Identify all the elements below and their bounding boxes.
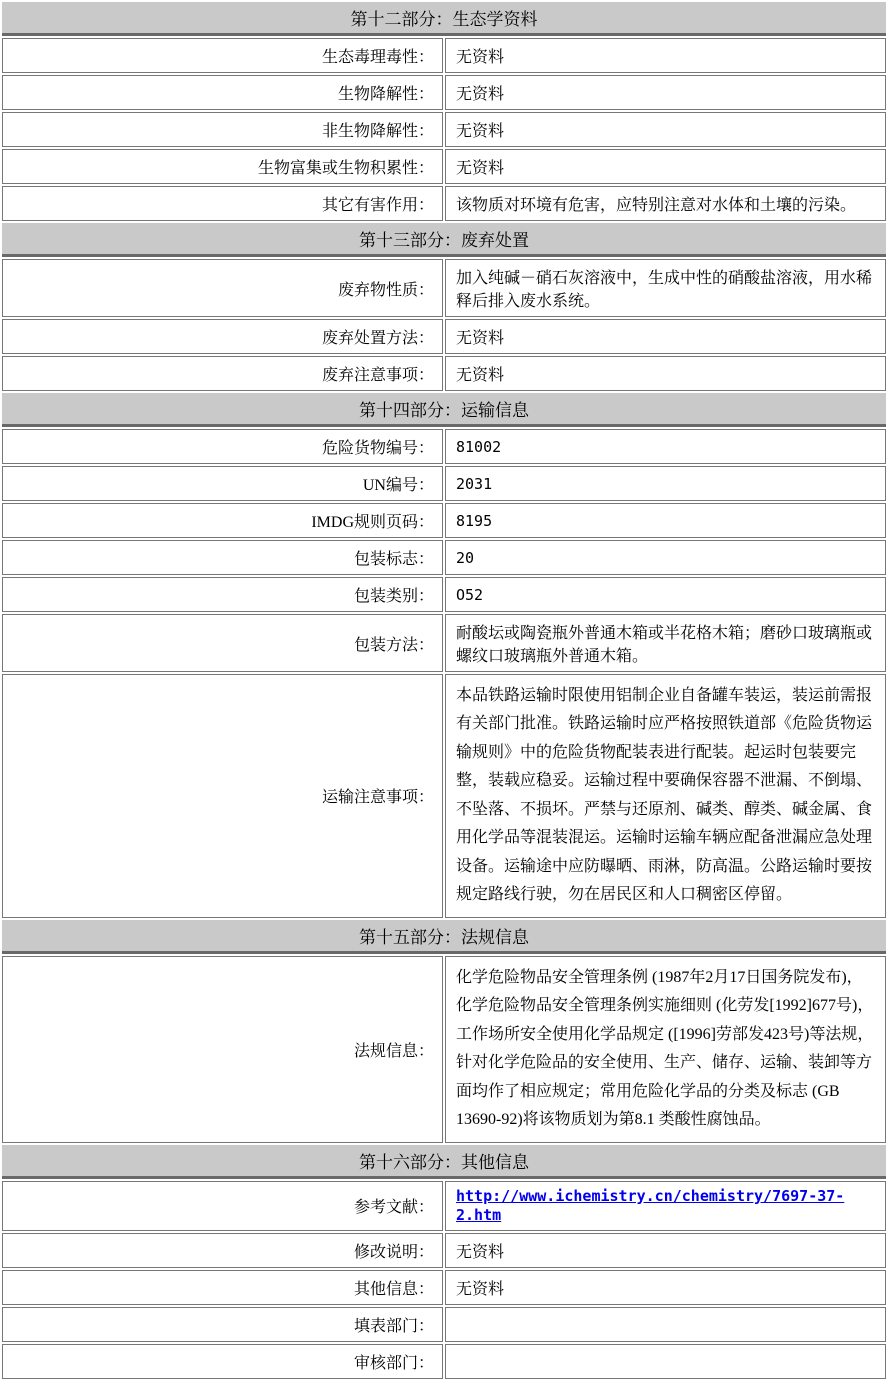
table-row bbox=[2, 112, 886, 147]
field-label: 其他信息： bbox=[2, 1270, 443, 1305]
table-row bbox=[2, 75, 886, 110]
table-row bbox=[2, 1344, 886, 1379]
section-header: 第十四部分：运输信息 bbox=[2, 393, 886, 427]
table-row bbox=[2, 674, 886, 918]
field-label: 废弃处置方法： bbox=[2, 319, 443, 354]
section-header: 第十三部分：废弃处置 bbox=[2, 223, 886, 257]
field-value bbox=[445, 1307, 886, 1342]
table-row bbox=[2, 614, 886, 672]
field-label: 填表部门： bbox=[2, 1307, 443, 1342]
field-label: 包装类别： bbox=[2, 577, 443, 612]
table-row bbox=[2, 149, 886, 184]
section-row bbox=[2, 223, 886, 257]
table-row bbox=[2, 1307, 886, 1342]
field-value: 无资料 bbox=[445, 38, 886, 73]
field-label: UN编号： bbox=[2, 466, 443, 501]
field-label: 废弃注意事项： bbox=[2, 356, 443, 391]
field-label: 非生物降解性： bbox=[2, 112, 443, 147]
table-row bbox=[2, 356, 886, 391]
section-row bbox=[2, 920, 886, 954]
field-value bbox=[445, 1344, 886, 1379]
field-label: 参考文献： bbox=[2, 1181, 443, 1231]
field-label: IMDG规则页码： bbox=[2, 503, 443, 538]
section-row bbox=[2, 2, 886, 36]
field-value bbox=[445, 1181, 886, 1231]
table-row bbox=[2, 503, 886, 538]
table-row bbox=[2, 186, 886, 221]
field-value: 无资料 bbox=[445, 356, 886, 391]
table-row bbox=[2, 259, 886, 317]
table-row bbox=[2, 1233, 886, 1268]
field-value: 20 bbox=[445, 540, 886, 575]
table-row bbox=[2, 429, 886, 464]
field-label: 生物降解性： bbox=[2, 75, 443, 110]
field-value: 耐酸坛或陶瓷瓶外普通木箱或半花格木箱；磨砂口玻璃瓶或螺纹口玻璃瓶外普通木箱。 bbox=[445, 614, 886, 672]
field-value: O52 bbox=[445, 577, 886, 612]
section-row bbox=[2, 393, 886, 427]
field-label: 运输注意事项： bbox=[2, 674, 443, 918]
field-label: 法规信息： bbox=[2, 956, 443, 1143]
field-label: 包装方法： bbox=[2, 614, 443, 672]
field-label: 生物富集或生物积累性： bbox=[2, 149, 443, 184]
table-row bbox=[2, 1270, 886, 1305]
table-row bbox=[2, 466, 886, 501]
table-row bbox=[2, 319, 886, 354]
field-value: 无资料 bbox=[445, 1233, 886, 1268]
field-value: 本品铁路运输时限使用铝制企业自备罐车装运，装运前需报有关部门批准。铁路运输时应严格按照铁道部《危险货物运输规则》中的危险货物配装表进行配装。起运时包装要完整，装载应稳妥。运输过程中要确保容器不泄漏、不倒塌、不坠落、不损坏。严禁与还原剂、碱类、醇类、碱金属、食用化学品等混装混运。运输时运输车辆应配备泄漏应急处理设备。运输途中应防曝晒、雨淋，防高温。公路运输时要按规定路线行驶，勿在居民区和人口稠密区停留。 bbox=[445, 674, 886, 918]
section-header: 第十二部分：生态学资料 bbox=[2, 2, 886, 36]
field-value: 无资料 bbox=[445, 75, 886, 110]
field-label: 包装标志： bbox=[2, 540, 443, 575]
field-value: 加入纯碱－硝石灰溶液中，生成中性的硝酸盐溶液，用水稀释后排入废水系统。 bbox=[445, 259, 886, 317]
field-value: 化学危险物品安全管理条例 (1987年2月17日国务院发布)，化学危险物品安全管理条例实施细则 (化劳发[1992]677号)，工作场所安全使用化学品规定 ([1996]劳部发423号)等法规，针对化学危险品的安全使用、生产、储存、运输、装卸等方面均作了相应规定；常用危险化学品的分类及标志 (GB 13690-92)将该物质划为第8.1 类酸性腐蚀品。 bbox=[445, 956, 886, 1143]
section-row bbox=[2, 1145, 886, 1179]
table-row bbox=[2, 956, 886, 1143]
field-label: 修改说明： bbox=[2, 1233, 443, 1268]
field-value: 8195 bbox=[445, 503, 886, 538]
section-header: 第十五部分：法规信息 bbox=[2, 920, 886, 954]
field-label: 危险货物编号： bbox=[2, 429, 443, 464]
field-label: 生态毒理毒性： bbox=[2, 38, 443, 73]
field-label: 废弃物性质： bbox=[2, 259, 443, 317]
section-header: 第十六部分：其他信息 bbox=[2, 1145, 886, 1179]
table-row bbox=[2, 540, 886, 575]
field-value: 2031 bbox=[445, 466, 886, 501]
field-value: 无资料 bbox=[445, 319, 886, 354]
field-value: 该物质对环境有危害，应特别注意对水体和土壤的污染。 bbox=[445, 186, 886, 221]
table-row bbox=[2, 1181, 886, 1231]
field-value: 无资料 bbox=[445, 149, 886, 184]
field-value: 无资料 bbox=[445, 1270, 886, 1305]
msds-table-body bbox=[2, 2, 886, 1379]
table-row bbox=[2, 577, 886, 612]
field-label: 审核部门： bbox=[2, 1344, 443, 1379]
field-value: 81002 bbox=[445, 429, 886, 464]
field-value: 无资料 bbox=[445, 112, 886, 147]
reference-link[interactable]: http://www.ichemistry.cn/chemistry/7697-37-2.htm bbox=[456, 1186, 845, 1224]
table-row bbox=[2, 38, 886, 73]
field-label: 其它有害作用： bbox=[2, 186, 443, 221]
